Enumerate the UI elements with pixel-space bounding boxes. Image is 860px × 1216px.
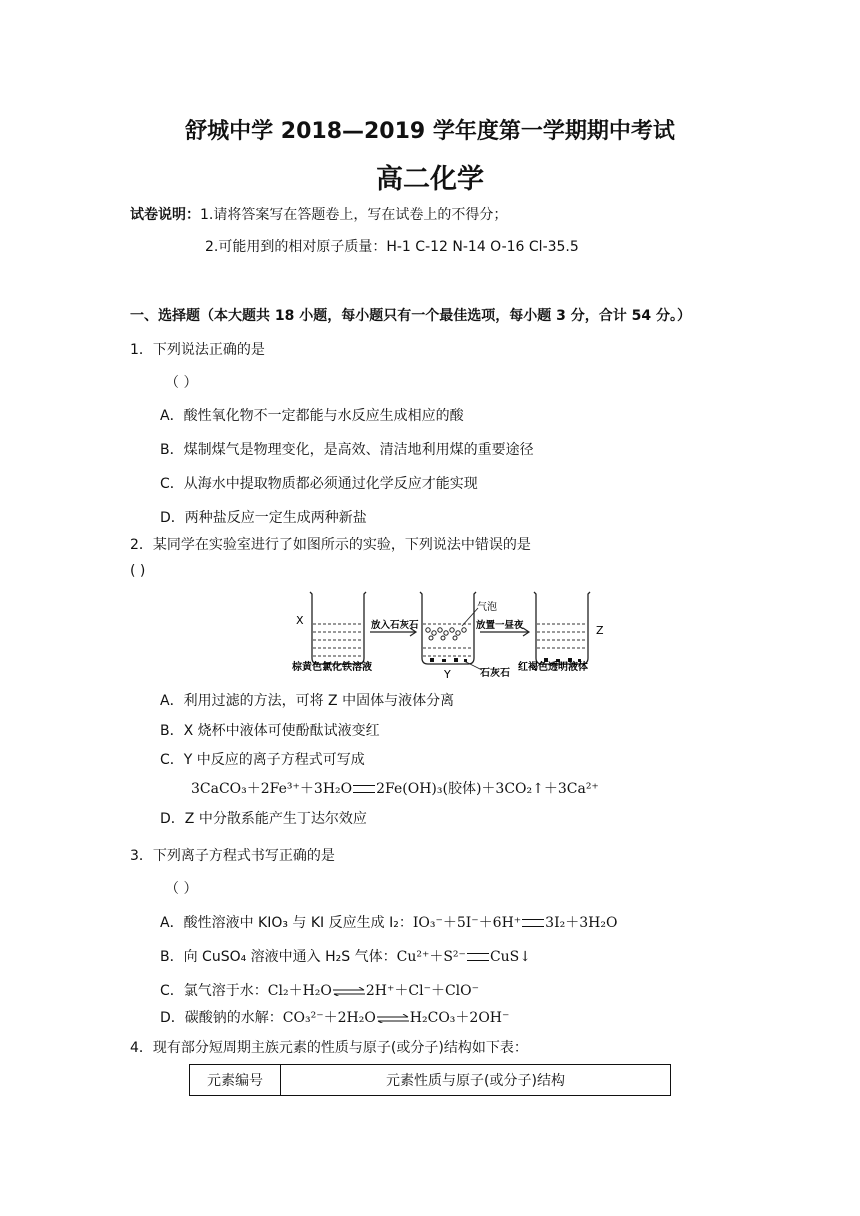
q3-b-sign: [467, 953, 489, 961]
q4-stem: 4．现有部分短周期主族元素的性质与原子(或分子)结构如下表：: [130, 1040, 528, 1056]
q3-b-lhs: Cu²⁺＋S²⁻: [396, 949, 466, 965]
q3-a-text: A．酸性溶液中 KIO₃ 与 KI 反应生成 I₂：: [160, 915, 413, 931]
arrow-1-label: 放入石灰石: [371, 620, 419, 631]
beaker-y: [420, 592, 476, 664]
instructions-line-1: [130, 204, 507, 224]
q3-a-lhs: IO₃⁻＋5I⁻＋6H⁺: [412, 915, 522, 931]
q3-option-b: [160, 946, 531, 966]
arrow-2-label: 放置一昼夜: [476, 620, 524, 631]
q3-option-a: [160, 912, 617, 932]
section-heading: 一、选择题（本大题共 18 小题，每小题只有一个最佳选项，每小题 3 分，合计 54 分。）: [130, 308, 691, 324]
q3-d-rhs: H₂CO₃＋2OH⁻: [409, 1010, 510, 1026]
bubble-label: 气泡: [477, 602, 497, 613]
label-y: Y: [444, 668, 451, 680]
q2-eq-rhs: 2Fe(OH)₃(胶体)＋3CO₂↑＋3Ca²⁺: [376, 781, 599, 797]
element-table: [189, 1064, 671, 1096]
q2-eq-lhs: 3CaCO₃＋2Fe³⁺＋3H₂O: [191, 781, 353, 797]
label-z: Z: [596, 624, 604, 637]
q1-option-b: B．煤制煤气是物理变化，是高效、清洁地利用煤的重要途径: [160, 442, 534, 458]
q3-stem: 3．下列离子方程式书写正确的是: [130, 848, 335, 864]
exam-title: 舒城中学 2018—2019 学年度第一学期期中考试: [185, 119, 675, 144]
table-header-cell: 元素性质与原子(或分子)结构: [281, 1065, 671, 1096]
q2-paren: ( ): [130, 563, 146, 579]
instructions-text-1: 1.请将答案写在答题卷上，写在试卷上的不得分；: [200, 207, 508, 223]
caption-right: 红褐色透明液体: [518, 662, 588, 673]
table-header-cell: 元素编号: [190, 1065, 281, 1096]
instructions-line-2: 2.可能用到的相对原子质量：H-1 C-12 N-14 O-16 Cl-35.5: [205, 239, 579, 255]
label-x: X: [296, 614, 304, 627]
exam-subject: 高二化学: [376, 164, 484, 195]
q1-paren: （ ）: [165, 375, 198, 391]
q3-d-text: D．碳酸钠的水解：: [160, 1010, 283, 1026]
q3-option-d: [160, 1007, 509, 1027]
q2-option-a: A．利用过滤的方法，可将 Z 中固体与液体分离: [160, 693, 455, 709]
beaker-z: [534, 592, 590, 664]
q2-option-c: C．Y 中反应的离子方程式可写成: [160, 752, 365, 768]
q3-b-rhs: CuS↓: [489, 949, 531, 965]
q3-c-lhs: Cl₂＋H₂O: [267, 983, 332, 999]
q3-a-rhs: 3I₂＋3H₂O: [545, 915, 618, 931]
beaker-x: [310, 592, 366, 664]
q2-option-d: D．Z 中分散系能产生丁达尔效应: [160, 811, 367, 827]
reversible-arrow-icon: [376, 1014, 410, 1023]
stone-label: 石灰石: [480, 668, 510, 679]
q1-option-a: A．酸性氧化物不一定都能与水反应生成相应的酸: [160, 408, 464, 424]
q2-option-b: B．X 烧杯中液体可使酚酞试液变红: [160, 723, 380, 739]
q3-a-sign: [522, 919, 544, 927]
q1-stem: 1．下列说法正确的是: [130, 342, 265, 358]
q3-c-text: C．氯气溶于水：: [160, 983, 268, 999]
q3-b-text: B．向 CuSO₄ 溶液中通入 H₂S 气体：: [160, 949, 397, 965]
q1-option-d: D．两种盐反应一定生成两种新盐: [160, 510, 367, 526]
q2-eq-sign: [353, 785, 375, 793]
caption-left: 棕黄色氯化铁溶液: [292, 662, 372, 673]
q3-d-lhs: CO₃²⁻＋2H₂O: [282, 1010, 376, 1026]
q1-option-c: C．从海水中提取物质都必须通过化学反应才能实现: [160, 476, 478, 492]
q3-c-rhs: 2H⁺＋Cl⁻＋ClO⁻: [365, 983, 480, 999]
q3-paren: （ ）: [165, 881, 198, 897]
reversible-arrow-icon: [332, 987, 366, 996]
experiment-diagram: [292, 588, 618, 680]
table-header-row: [190, 1065, 671, 1096]
q3-option-c: [160, 980, 479, 1000]
q2-stem: 2．某同学在实验室进行了如图所示的实验，下列说法中错误的是: [130, 537, 531, 553]
q2-option-c-equation: [191, 778, 599, 798]
instructions-label: 试卷说明：: [130, 207, 200, 223]
